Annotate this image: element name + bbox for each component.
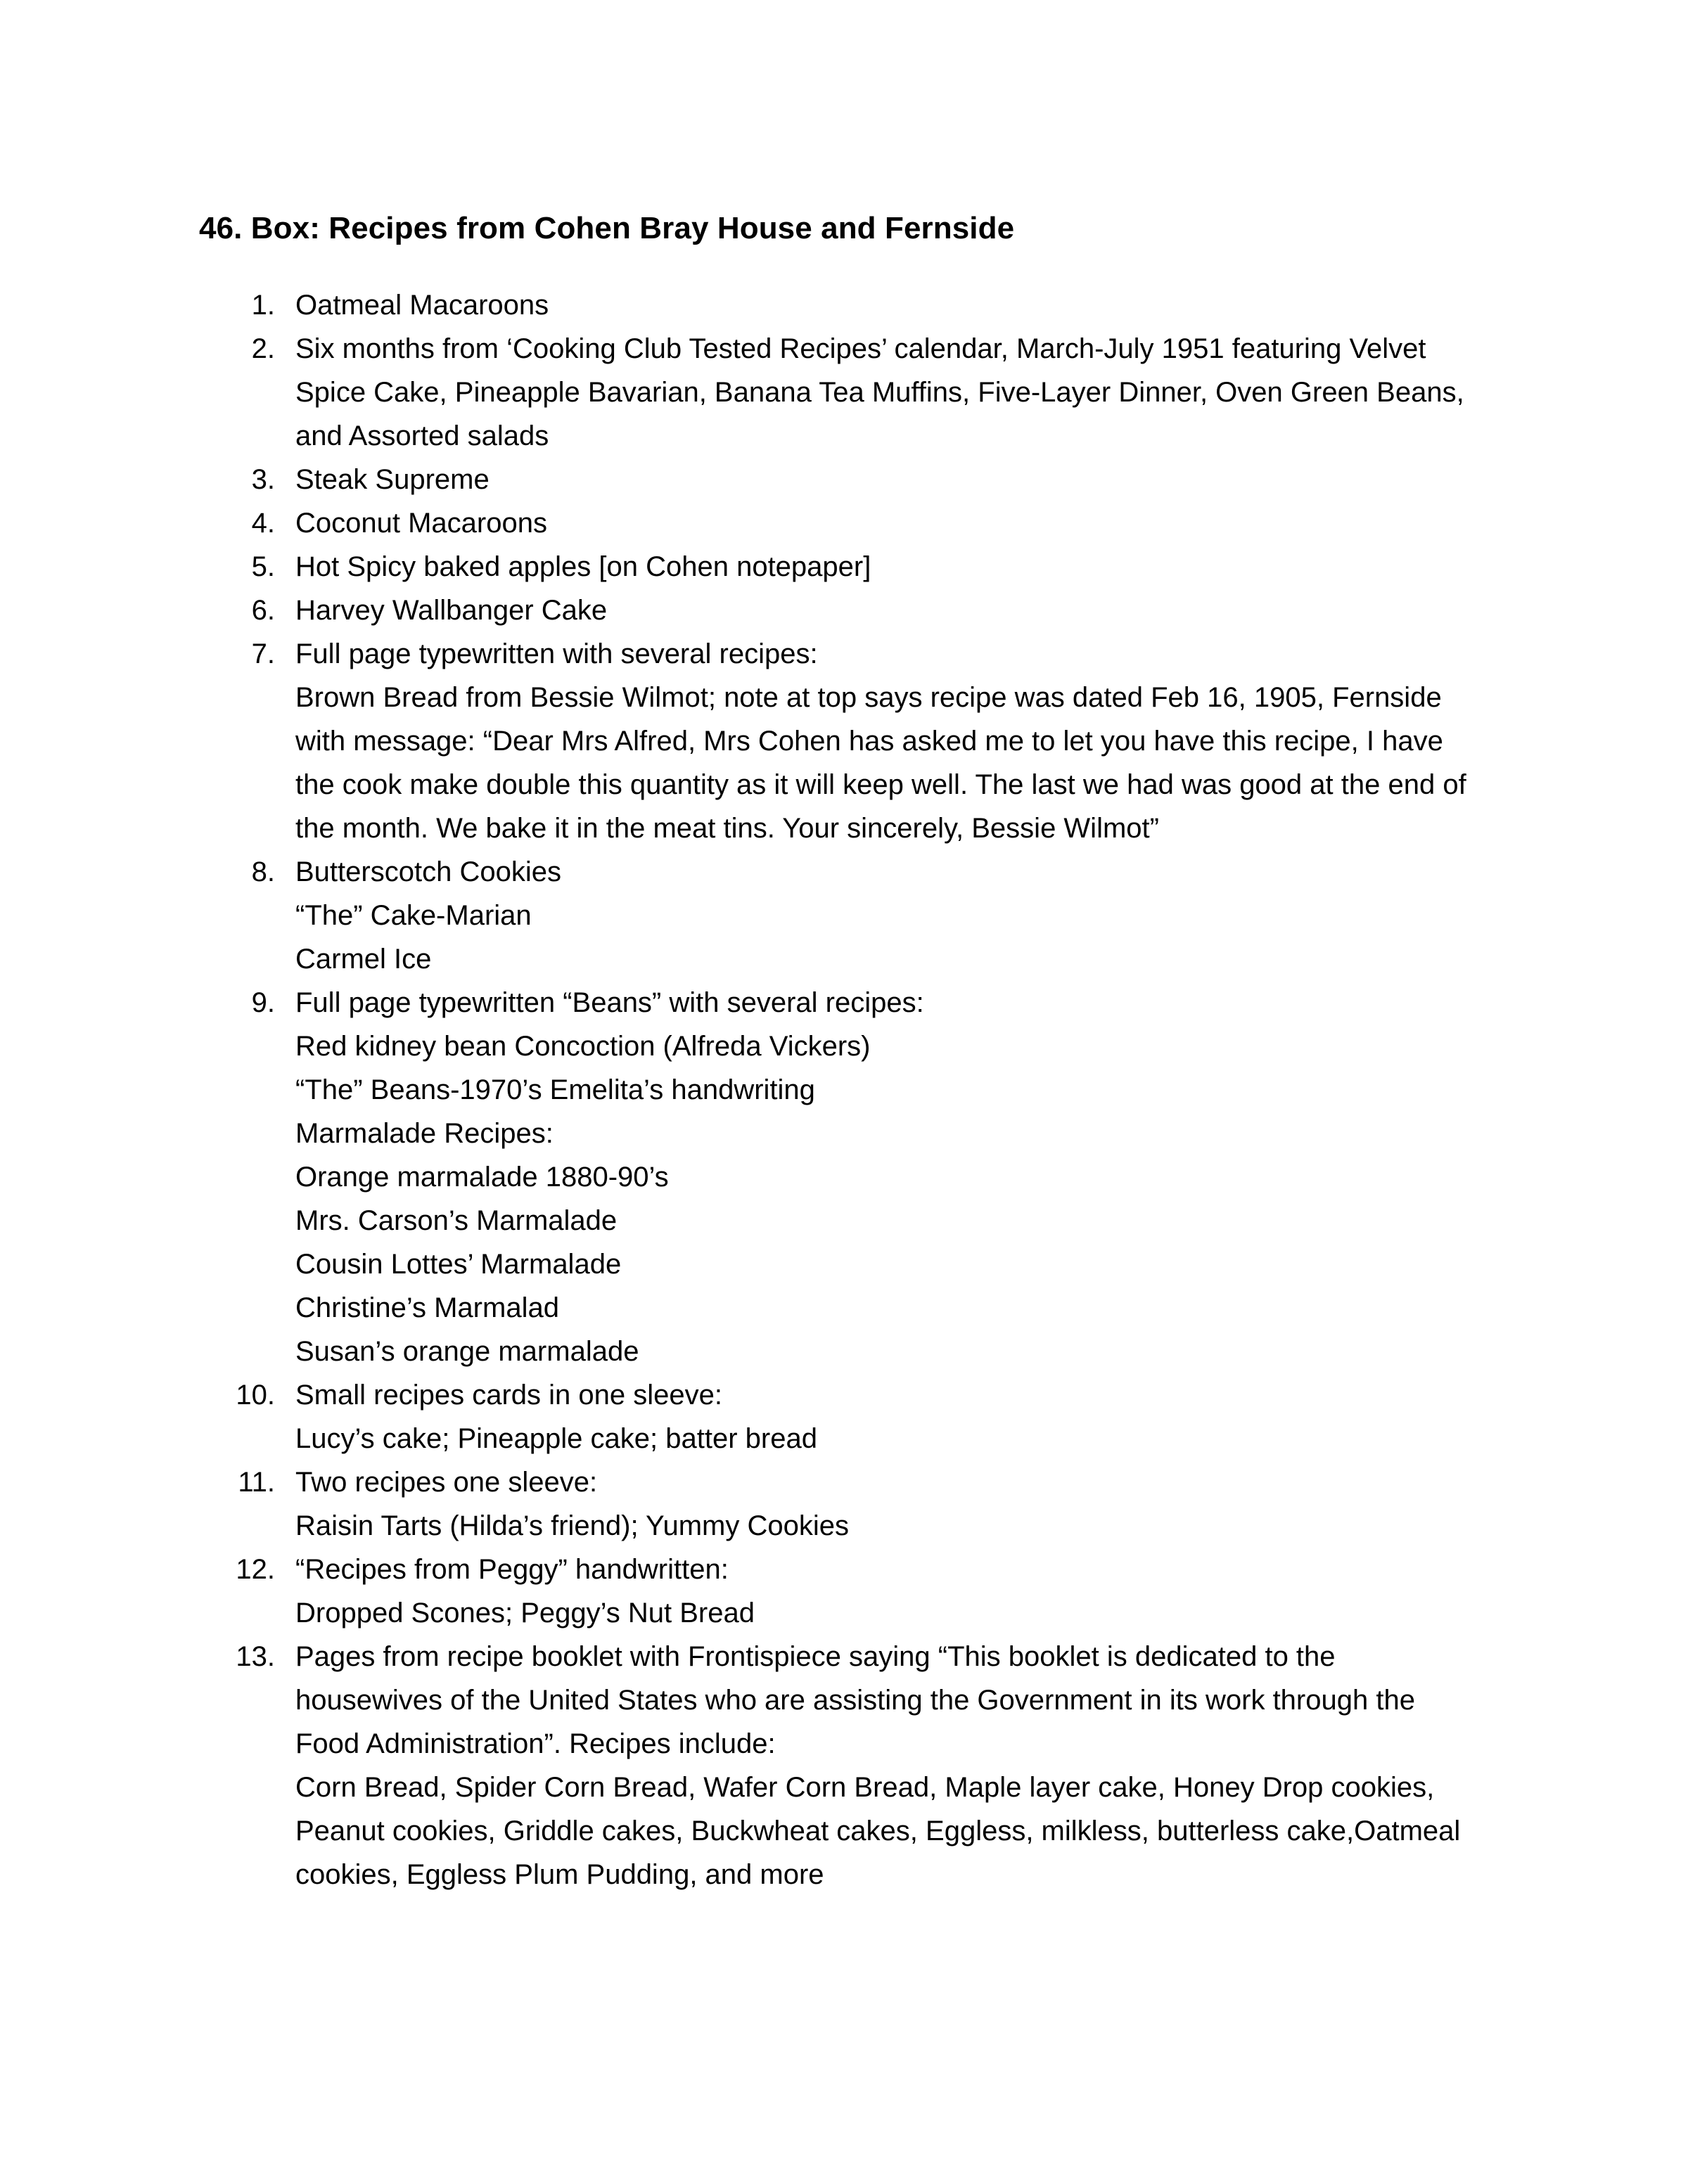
list-item-subline: Christine’s Marmalad [295, 1292, 559, 1323]
list-item-row [0, 458, 1688, 501]
list-item-subline: Orange marmalade 1880-90’s [295, 1162, 669, 1193]
list-item-row [0, 1373, 1688, 1417]
list-item-number: 8. [251, 856, 275, 887]
list-item-number: 7. [251, 638, 275, 669]
list-item-row [0, 1460, 1688, 1504]
list-item-row [0, 632, 1688, 676]
list-item [0, 283, 1688, 327]
list-item-text: Coconut Macaroons [295, 508, 547, 539]
list-item-number: 9. [251, 987, 275, 1018]
list-item-number: 1. [251, 290, 275, 321]
list-item-number: 6. [251, 595, 275, 626]
list-item-row [0, 1548, 1688, 1591]
list-item-text: Hot Spicy baked apples [on Cohen notepaper] [295, 551, 871, 582]
list-item-subline: Lucy’s cake; Pineapple cake; batter bread [295, 1423, 817, 1454]
list-item-text: Butterscotch Cookies [295, 856, 561, 887]
list-item-number: 4. [251, 508, 275, 539]
list-item [0, 1460, 1688, 1548]
list-item-text: Small recipes cards in one sleeve: [295, 1380, 722, 1411]
list-item-row [0, 981, 1688, 1024]
list-item-text: Two recipes one sleeve: [295, 1467, 598, 1498]
list-item [0, 1635, 1688, 1896]
list-item [0, 589, 1688, 632]
list-item-text: Steak Supreme [295, 464, 490, 495]
list-item-row [0, 283, 1688, 327]
list-item-subline: Corn Bread, Spider Corn Bread, Wafer Corn Bread, Maple layer cake, Honey Drop cookies, Peanut cookies, Griddle cakes, Buckwheat cakes, Eggless, milkless, butterless cake,Oatmeal cookies, Eggless Plum Pudding, and more [295, 1772, 1461, 1890]
list-item-subline: Red kidney bean Concoction (Alfreda Vickers) [295, 1031, 871, 1062]
list-item-row [0, 545, 1688, 589]
list-item-number: 12. [236, 1554, 275, 1585]
list-item-number: 13. [236, 1641, 275, 1672]
list-item [0, 545, 1688, 589]
list-item-subline: Marmalade Recipes: [295, 1118, 554, 1149]
list-item [0, 1373, 1688, 1460]
recipe-item-list [0, 283, 1688, 1896]
list-item [0, 632, 1688, 850]
list-item-subline: Brown Bread from Bessie Wilmot; note at top says recipe was dated Feb 16, 1905, Fernside with message: “Dear Mrs Alfred, Mrs Cohen has asked me to let you have this recipe, I have the cook make double this quantity as it will keep well. The last we had was good at the end of the month. We bake it in the meat tins. Your sincerely, Bessie Wilmot” [295, 682, 1466, 844]
list-item [0, 501, 1688, 545]
list-item-subline: “The” Cake-Marian [295, 900, 532, 931]
list-item-text: “Recipes from Peggy” handwritten: [295, 1554, 729, 1585]
list-item-text: Six months from ‘Cooking Club Tested Recipes’ calendar, March-July 1951 featuring Velvet Spice Cake, Pineapple Bavarian, Banana Tea Muffins, Five-Layer Dinner, Oven Green Beans, and Assorted salads [295, 333, 1464, 451]
list-item-text: Full page typewritten with several recipes: [295, 638, 818, 669]
list-item-subline: “The” Beans-1970’s Emelita’s handwriting [295, 1074, 815, 1105]
list-item [0, 458, 1688, 501]
list-item-text: Harvey Wallbanger Cake [295, 595, 608, 626]
list-item-number: 2. [251, 333, 275, 364]
list-item-row [0, 589, 1688, 632]
list-item-number: 11. [238, 1467, 275, 1498]
list-item [0, 327, 1688, 458]
list-item [0, 1548, 1688, 1635]
list-item [0, 981, 1688, 1373]
list-item-text: Full page typewritten “Beans” with several recipes: [295, 987, 924, 1018]
list-item-row [0, 850, 1688, 894]
list-item-text: Oatmeal Macaroons [295, 290, 549, 321]
list-item-subline: Carmel Ice [295, 944, 432, 975]
list-item-number: 5. [251, 551, 275, 582]
page-title: 46. Box: Recipes from Cohen Bray House and Fernside [199, 211, 1015, 246]
list-item-subline: Cousin Lottes’ Marmalade [295, 1249, 622, 1280]
list-item-subline: Mrs. Carson’s Marmalade [295, 1205, 618, 1236]
list-item-row [0, 1635, 1688, 1766]
list-item-subline: Dropped Scones; Peggy’s Nut Bread [295, 1598, 755, 1629]
list-item-subline: Raisin Tarts (Hilda’s friend); Yummy Cookies [295, 1510, 849, 1541]
list-item-number: 3. [251, 464, 275, 495]
list-item-row [0, 327, 1688, 458]
list-item-subline: Susan’s orange marmalade [295, 1336, 639, 1367]
list-item [0, 850, 1688, 981]
list-item-row [0, 501, 1688, 545]
list-item-number: 10. [236, 1380, 275, 1411]
list-item-text: Pages from recipe booklet with Frontispiece saying “This booklet is dedicated to the housewives of the United States who are assisting the Government in its work through the Food Administration”. Recipes include: [295, 1641, 1415, 1759]
